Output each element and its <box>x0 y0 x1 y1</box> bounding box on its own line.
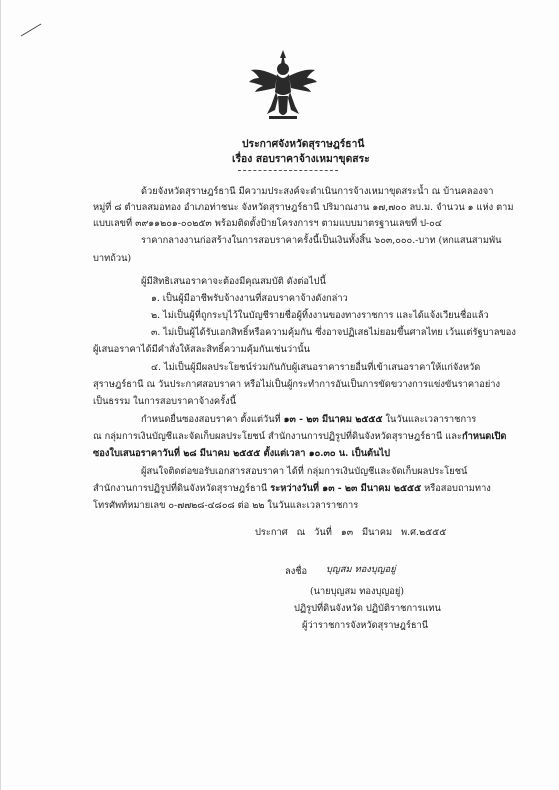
qualifications-heading: ผู้มีสิทธิเสนอราคาจะต้องมีคุณสมบัติ ดังต่อไปนี้ <box>141 276 326 287</box>
contact-line-2 <box>93 483 491 495</box>
qualification-3-line-2: ผู้เสนอราคาได้มีคำสั่งให้สละสิทธิ์ความคุ้มกันเช่นว่านั้น <box>93 344 311 355</box>
page-edge <box>0 0 1 790</box>
intro-line-2: หมู่ที่ ๘ ตำบลสมอทอง อำเภอท่าชนะ จังหวัดสุราษฎร์ธานี ปริมาณงาน ๑๗,๗๐๐ ลบ.ม. จำนวน ๑ แห่ง ตาม <box>93 202 514 213</box>
price-line-1: ราคากลางงานก่อสร้างในการสอบราคาครั้งนี้เป็นเงินทั้งสิ้น ๖๐๓,๐๐๐.-บาท (หกแสนสามพัน <box>141 235 502 246</box>
qualification-3-line-1: ๓. ไม่เป็นผู้ได้รับเอกสิทธิ์หรือความคุ้มกัน ซึ่งอาจปฏิเสธไม่ยอมขึ้นศาลไทย เว้นแต่รัฐบาลของ <box>151 327 516 338</box>
signature-label: ลงชื่อ <box>285 566 308 577</box>
intro-line-1: ด้วยจังหวัดสุราษฎร์ธานี มีความประสงค์จะดำเนินการจ้างเหมาขุดสระน้ำ ณ บ้านคลองจา <box>141 186 494 197</box>
signatory-position-2: ผู้ว่าราชการจังหวัดสุราษฎร์ธานี <box>302 620 429 631</box>
title-divider <box>238 170 338 171</box>
contact-date-range: ระหว่างวันที่ ๑๓ - ๒๓ มีนาคม ๒๕๕๕ <box>270 483 422 494</box>
contact-inquiry: หรือสอบถามทาง <box>424 483 491 494</box>
schedule-line-1 <box>141 414 476 426</box>
intro-line-3: แบบเลขที่ ๓๙๑๑๒๐๑-๐๐๒๕๓ พร้อมติดตั้งป้ายโครงการฯ ตามแบบมาตรฐานเลขที่ ป-๐๔ <box>93 218 442 229</box>
submission-date-range: ๑๓ - ๒๓ มีนาคม ๒๕๕๕ <box>283 414 383 425</box>
schedule-line-2 <box>93 431 506 443</box>
signatory-name: (นายบุญสม ทองบุญอยู่) <box>310 586 404 597</box>
qualification-4-line-3: เป็นธรรม ในการสอบราคาจ้างครั้งนี้ <box>93 396 237 407</box>
handwritten-signature: บุญสม ทองบุญอยู่ <box>326 564 396 575</box>
pen-stroke-mark <box>20 22 42 38</box>
qualification-1: ๑. เป็นผู้มีอาชีพรับจ้างงานที่สอบราคาจ้างดังกล่าว <box>151 293 348 304</box>
announcement-date: ประกาศ ณ วันที่ ๑๓ มีนาคม พ.ศ.๒๕๕๕ <box>255 527 447 538</box>
contact-line-1: ผู้สนใจติดต่อขอรับเอกสารสอบราคา ได้ที่ กลุ่มการเงินบัญชีและจัดเก็บผลประโยชน์ <box>141 466 468 477</box>
qualification-4-line-1: ๔. ไม่เป็นผู้มีผลประโยชน์ร่วมกันกับผู้เสนอราคารายอื่นที่เข้าเสนอราคาให้แก่จังหวัด <box>151 362 481 373</box>
qualification-2: ๒. ไม่เป็นผู้ที่ถูกระบุไว้ในบัญชีรายชื่อผู้ทิ้งงานของทางราชการ และได้แจ้งเวียนชื่อแล้ว <box>151 310 489 321</box>
submission-location: ณ กลุ่มการเงินบัญชีและจัดเก็บผลประโยชน์ สำนักงานการปฏิรูปที่ดินจังหวัดสุราษฎร์ธานี และ <box>93 431 462 442</box>
qualification-4-line-2: สุราษฎร์ธานี ณ วันประกาศสอบราคา หรือไม่เป็นผู้กระทำการอันเป็นการขัดขวางการแข่งขันราคาอย่าง <box>93 379 501 390</box>
schedule-intro: กำหนดยื่นซองสอบราคา ตั้งแต่วันที่ <box>141 414 281 425</box>
opening-date: ซองใบเสนอราคาวันที่ ๒๘ มีนาคม ๒๕๕๕ ตั้งแต่เวลา ๑๐.๓๐ น. เป็นต้นไป <box>93 448 391 459</box>
schedule-hours: ในวันและเวลาราชการ <box>385 414 477 425</box>
price-line-2: บาทถ้วน) <box>93 253 132 264</box>
opening-label: กำหนดเปิด <box>461 431 507 442</box>
announcement-subject: เรื่อง สอบราคาจ้างเหมาขุดสระ <box>232 153 370 165</box>
contact-phone: โทรศัพท์หมายเลข ๐-๗๗๒๘-๔๘๐๘ ต่อ ๒๒ ในวันและเวลาราชการ <box>93 500 359 511</box>
announcement-title: ประกาศจังหวัดสุราษฎร์ธานี <box>242 138 365 150</box>
contact-office: สำนักงานการปฏิรูปที่ดินจังหวัดสุราษฎร์ธานี <box>93 483 268 494</box>
signatory-position-1: ปฏิรูปที่ดินจังหวัด ปฏิบัติราชการแทน <box>294 603 441 614</box>
garuda-emblem-icon <box>247 48 319 122</box>
